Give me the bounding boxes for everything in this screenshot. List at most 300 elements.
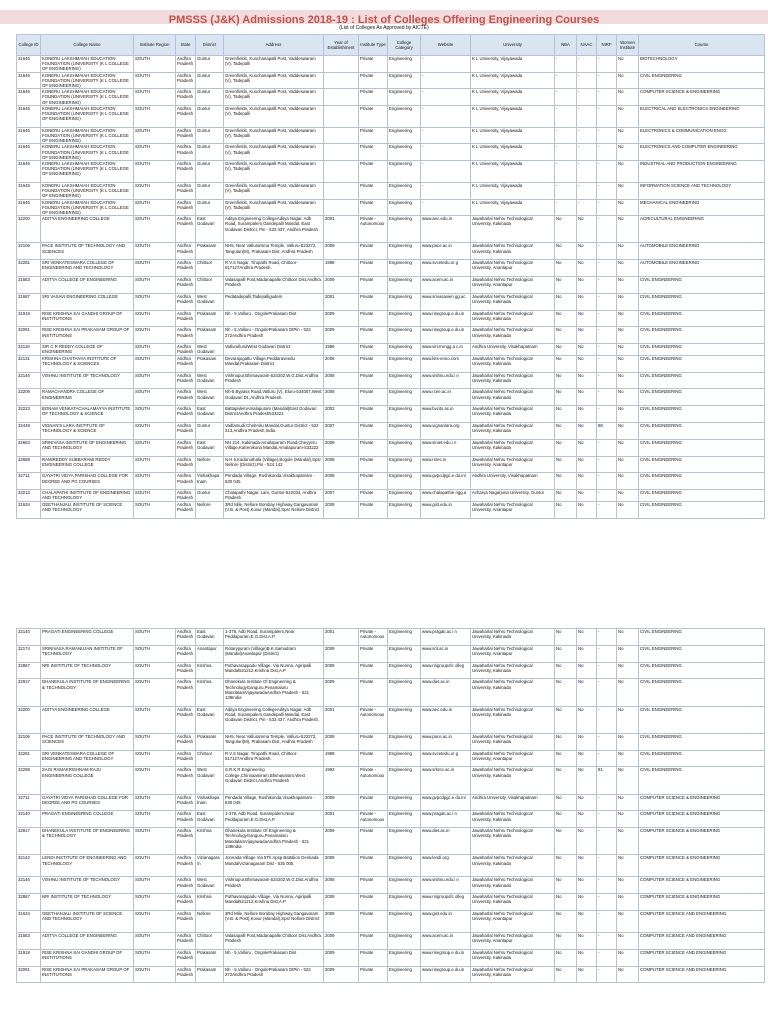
table-cell: Chittoor: [196, 260, 224, 277]
table-body: [17, 56, 765, 519]
table-cell: Private: [359, 183, 388, 200]
table-cell: -: [555, 72, 577, 89]
table-cell: No: [555, 406, 577, 423]
table-cell: Aditya Engineering CollegeAditya Nagar, Adb Road, Surampalem,Gandepalli Mandal, East Godavari District, Pin - 533 437, Andhra Pradesh.: [224, 706, 324, 733]
table-cell: 31645: [17, 72, 41, 89]
table-row: [17, 406, 765, 423]
table-cell: SOUTH: [134, 828, 176, 855]
table-cell: 32091: [17, 966, 41, 983]
table-cell: [324, 89, 359, 106]
table-cell: No: [577, 662, 597, 679]
table-cell: No: [577, 389, 597, 406]
table-cell: CIVIL ENGINEERING: [639, 344, 765, 356]
table-cell: 81: [597, 767, 617, 794]
table-cell: 2007: [324, 423, 359, 440]
table-cell: Jawaharlal Nehru Technological University, Anantapur: [471, 932, 555, 949]
table-cell: SOUTH: [134, 260, 176, 277]
table-cell: No: [617, 199, 639, 216]
table-cell: 31634: [17, 501, 41, 518]
table-cell: COMPUTER SCIENCE & ENGINEERING: [639, 794, 765, 811]
table-cell: SAGI RAMAKRISHNAM RAJU ENGINEERING COLLEGE: [41, 767, 134, 794]
table-cell: 31918: [17, 310, 41, 327]
table-cell: www.aec.edu.in: [421, 706, 471, 733]
table-cell: 1-378, Adb Road, Surampalem,Near Peddapuram,E.G.Dist,A.P.: [224, 629, 324, 646]
table-cell: COMPUTER SCIENCE AND ENGINEERING: [639, 966, 765, 983]
table-cell: SOUTH: [134, 662, 176, 679]
table-cell: K L University, Vijayawada: [471, 105, 555, 127]
table-cell: 2001: [324, 293, 359, 310]
table-cell: Jawaharlal Nehru Technological University, Kakinada: [471, 855, 555, 877]
table-cell: [324, 72, 359, 89]
table-cell: No: [617, 72, 639, 89]
table-cell: MECHANICAL ENGINEERING: [639, 199, 765, 216]
table-cell: [324, 56, 359, 73]
table-cell: -: [597, 490, 617, 502]
table-cell: SOUTH: [134, 277, 176, 294]
table-cell: RISE KRISHNA SAI GANDHI GROUP OF INSTITUTIONS: [41, 949, 134, 966]
table-cell: Jawaharlal Nehru Technological University, Kakinada: [471, 811, 555, 828]
table-cell: www.bvcits.ac.in: [421, 406, 471, 423]
table-cell: Nellore: [196, 910, 224, 932]
table-cell: 32663: [17, 439, 41, 456]
table-cell: Private: [359, 733, 388, 750]
table-cell: SOUTH: [134, 89, 176, 106]
table-cell: VISHNU INSTITUTE OF TECHNOLOGY: [41, 877, 134, 894]
table-cell: KONERU LAKSHMAIAH EDUCATION FOUNDATION (UNIVERSITY (K L COLLEGE OF ENGINEERING): [41, 56, 134, 73]
table-cell: SOUTH: [134, 293, 176, 310]
table-cell: SOUTH: [134, 406, 176, 423]
table-cell: Krishna: [196, 679, 224, 706]
table-cell: No: [555, 473, 577, 490]
table-cell: [324, 105, 359, 127]
table-cell: Engineering: [388, 216, 421, 243]
table-cell: 2008: [324, 439, 359, 456]
table-cell: No: [577, 949, 597, 966]
table-cell: -: [577, 183, 597, 200]
table-cell: No: [577, 733, 597, 750]
table-cell: RISE KRISHNA SAI GANDHI GROUP OF INSTITUTIONS: [41, 310, 134, 327]
table-cell: No: [577, 910, 597, 932]
table-cell: Private: [359, 372, 388, 389]
table-cell: www.kits-enno.com: [421, 355, 471, 372]
table-cell: Private: [359, 277, 388, 294]
table-cell: Jawaharlal Nehru Technological University, Kakinada: [471, 389, 555, 406]
table-cell: -: [597, 750, 617, 767]
table-cell: 2008: [324, 355, 359, 372]
table-cell: DHANEKULA INSTITUTE OF ENGINEERING & TECHNOLOGY: [41, 679, 134, 706]
table-cell: CIVIL ENGINEERING: [639, 439, 765, 456]
table-cell: East Godavari: [196, 706, 224, 733]
table-cell: CIVIL ENGINEERING: [639, 277, 765, 294]
table-cell: 2001: [324, 811, 359, 828]
table-cell: Private: [359, 855, 388, 877]
table-cell: KONERU LAKSHMAIAH EDUCATION FOUNDATION (UNIVERSITY (K L COLLEGE OF ENGINEERING): [41, 144, 134, 161]
table-cell: 2008: [324, 794, 359, 811]
table-cell: -: [421, 183, 471, 200]
table-cell: -: [577, 56, 597, 73]
page-gap: [0, 592, 768, 626]
table-cell: Pedatadepalli,Tadepalligudem: [224, 293, 324, 310]
table-cell: No: [555, 794, 577, 811]
table-cell: SOUTH: [134, 679, 176, 706]
table-cell: No: [555, 439, 577, 456]
table-cell: -: [597, 105, 617, 127]
table-cell: No: [617, 260, 639, 277]
table-cell: Krishna: [196, 662, 224, 679]
table-cell: Engineering: [388, 199, 421, 216]
table-cell: -: [577, 144, 597, 161]
table-cell: Jawaharlal Nehru Technological University, Kakinada: [471, 439, 555, 456]
table-cell: No: [577, 260, 597, 277]
table-cell: Nh - 5,Valluru - OngolePrakasam DtPin - 523 272Andhra Pradesh: [224, 327, 324, 344]
table-row: [17, 490, 765, 502]
table-cell: No: [617, 355, 639, 372]
table-row: [17, 355, 765, 372]
table-cell: SOUTH: [134, 894, 176, 911]
table-cell: Andhra Pradesh: [176, 894, 196, 911]
table-cell: Andhra University, Visakhapatnam: [471, 344, 555, 356]
table-cell: BattapalemAmalapuram (Mandal)East Godavari DistrictAndhra Pradesh533221: [224, 406, 324, 423]
table-row: [17, 645, 765, 662]
table-cell: Devarajugattu Village,Peddaraveedu Mandal,Prakasam District: [224, 355, 324, 372]
table-cell: No: [555, 389, 577, 406]
table-cell: 1989: [324, 344, 359, 356]
table-cell: Private: [359, 199, 388, 216]
table-cell: Engineering: [388, 932, 421, 949]
table-cell: -: [597, 629, 617, 646]
table-cell: COMPUTER SCIENCE & ENGINEERING: [639, 89, 765, 106]
table-cell: No: [577, 811, 597, 828]
table-cell: K L University, Vijayawada: [471, 89, 555, 106]
table-cell: Jawaharlal Nehru Technological University, Kakinada: [471, 828, 555, 855]
table-cell: SOUTH: [134, 389, 176, 406]
table-cell: Private: [359, 344, 388, 356]
table-cell: Engineering: [388, 629, 421, 646]
table-cell: Private: [359, 406, 388, 423]
table-cell: SOUTH: [134, 355, 176, 372]
table-cell: -: [421, 105, 471, 127]
table-cell: -: [597, 662, 617, 679]
table-cell: Engineering: [388, 910, 421, 932]
table-cell: -: [577, 199, 597, 216]
table-cell: No: [577, 932, 597, 949]
table-cell: www.svcetedu.or g: [421, 750, 471, 767]
table-cell: SOUTH: [134, 161, 176, 183]
table-cell: 31663: [17, 932, 41, 949]
table-row: [17, 127, 765, 144]
table-cell: www.srit.ac.in: [421, 645, 471, 662]
table-row: [17, 629, 765, 646]
table-cell: 32917: [17, 679, 41, 706]
table-cell: Vishakhapa tnam: [196, 473, 224, 490]
table-cell: 32106: [17, 243, 41, 260]
table-cell: No: [617, 161, 639, 183]
table-cell: Jawaharlal Nehru Technological University, Kakinada: [471, 629, 555, 646]
table-cell: No: [617, 144, 639, 161]
table-cell: No: [617, 183, 639, 200]
table-cell: NH 214, Kakinada-Amalapuram Road,Cheyyeru Village,Katrenikona Mandal,Amalapuram-533222: [224, 439, 324, 456]
table-cell: East Godavari: [196, 439, 224, 456]
table-cell: 32091: [17, 327, 41, 344]
table-cell: Jawaharlal Nehru Technological University, Anantapur: [471, 910, 555, 932]
table-cell: CIVIL ENGINEERING: [639, 733, 765, 750]
table-cell: 32146: [17, 877, 41, 894]
table-cell: 2009: [324, 966, 359, 983]
table-cell: -: [421, 161, 471, 183]
table-cell: BIOTECHNOLOGY: [639, 56, 765, 73]
table-cell: 32281: [17, 750, 41, 767]
table-cell: East Godavari: [196, 216, 224, 243]
table-cell: COMPUTER SCIENCE & ENGINEERING: [639, 894, 765, 911]
table-row: [17, 293, 765, 310]
table-cell: Andhra Pradesh: [176, 855, 196, 877]
table-row: [17, 161, 765, 183]
table-row: [17, 216, 765, 243]
table-cell: SOUTH: [134, 473, 176, 490]
table-row: [17, 327, 765, 344]
table-cell: 2009: [324, 310, 359, 327]
table-cell: www.srkrec.ac.in: [421, 767, 471, 794]
table-cell: CIVIL ENGINEERING: [639, 72, 765, 89]
table-cell: Pothavarappadu Village, Via Nunna, Agiripalli Mandal521212,Krishna Dist,A.P: [224, 894, 324, 911]
table-cell: Engineering: [388, 243, 421, 260]
table-cell: SOUTH: [134, 706, 176, 733]
table-cell: Private - Autonomous: [359, 629, 388, 646]
table-cell: Private: [359, 645, 388, 662]
table-cell: Guntur: [196, 56, 224, 73]
table-cell: K L University, Vijayawada: [471, 199, 555, 216]
table-cell: Aditya Engineering CollegeAditya Nagar, Adb Road, Surampalem,Gandepalli Mandal, East Godavari District, Pin - 533 437, Andhra Pradesh.: [224, 216, 324, 243]
table-cell: CIVIL ENGINEERING: [639, 293, 765, 310]
table-cell: Pendada Village, Rushikonda,Visakhapatnam - 530 045: [224, 794, 324, 811]
table-cell: K L University, Vijayawada: [471, 144, 555, 161]
table-cell: CIVIL ENGINEERING: [639, 645, 765, 662]
column-header: Women Institute: [617, 35, 639, 56]
table-cell: Greenfields, Kunchanapalli Post, Vaddeswaram (V), Tadepalli: [224, 183, 324, 200]
table-cell: No: [577, 243, 597, 260]
table-cell: SIR C R REDDY COLLEGE OF ENGINEERING: [41, 344, 134, 356]
table-cell: CIVIL ENGINEERING: [639, 706, 765, 733]
table-cell: 31918: [17, 949, 41, 966]
table-cell: Andhra Pradesh: [176, 966, 196, 983]
table-cell: -: [597, 733, 617, 750]
table-cell: 32223: [17, 406, 41, 423]
table-cell: SOUTH: [134, 439, 176, 456]
table-cell: Dhanekula Institute Of Engineering & TechnologyGanguru,Penamaluru MandalamVijayawadaAndhra Pradesh - 521 139India: [224, 828, 324, 855]
table-cell: No: [555, 243, 577, 260]
table-cell: No: [577, 423, 597, 440]
table-cell: West Godavari: [196, 767, 224, 794]
table-cell: Nh - 5,Valluru - OngolePrakasam DtPin - 523 272Andhra Pradesh: [224, 966, 324, 983]
table-cell: www.gvpcdpgc.e du.in/: [421, 473, 471, 490]
table-cell: -: [597, 161, 617, 183]
table-cell: No: [617, 645, 639, 662]
table-cell: -: [597, 439, 617, 456]
table-cell: Jawaharlal Nehru Technological University, Kakinada: [471, 949, 555, 966]
table-row: [17, 966, 765, 983]
table-cell: 2009: [324, 679, 359, 706]
table-cell: -: [597, 828, 617, 855]
table-cell: Andhra Pradesh: [176, 706, 196, 733]
table-cell: Andhra Pradesh: [176, 679, 196, 706]
table-cell: Vishnupur,Bhimavaram-534202.W.G.Dist.Andhra Pradesh: [224, 372, 324, 389]
table-row: [17, 372, 765, 389]
table-cell: www.chalapathie ngg.a: [421, 490, 471, 502]
table-cell: Engineering: [388, 105, 421, 127]
table-cell: Private: [359, 105, 388, 127]
table-cell: Private: [359, 127, 388, 144]
table-cell: www.svcetedu.or g: [421, 260, 471, 277]
table-cell: 2008: [324, 662, 359, 679]
table-cell: -: [421, 144, 471, 161]
table-cell: Krishna: [196, 894, 224, 911]
table-cell: CIVIL ENGINEERING: [639, 767, 765, 794]
table-cell: R.V.S Nagar, Tirupathi Road, Chittoor-517127Andhra Pradesh.: [224, 260, 324, 277]
table-row: [17, 750, 765, 767]
table-cell: CIVIL ENGINEERING: [639, 327, 765, 344]
table-cell: 2001: [324, 629, 359, 646]
table-cell: Jawaharlal Nehru Technological University, Anantapur: [471, 750, 555, 767]
table-body: [17, 629, 765, 983]
table-cell: Prakasam: [196, 966, 224, 983]
table-row: [17, 105, 765, 127]
table-cell: 2002: [324, 406, 359, 423]
table-cell: www.risegroup.e du.in: [421, 327, 471, 344]
table-cell: S.R.K.R.Engineering College,Chinnaamiram,Bhimavaram,West Godavari District,Andhra Pradesh: [224, 767, 324, 794]
table-cell: 32867: [17, 662, 41, 679]
table-cell: COMPUTER SCIENCE AND ENGINEERING: [639, 910, 765, 932]
table-cell: CIVIL ENGINEERING: [639, 473, 765, 490]
table-cell: K L University, Vijayawada: [471, 56, 555, 73]
table-cell: 1992: [324, 767, 359, 794]
table-row: [17, 72, 765, 89]
table-cell: 31645: [17, 199, 41, 216]
table-cell: -: [597, 877, 617, 894]
table-cell: 31645: [17, 89, 41, 106]
table-cell: No: [555, 949, 577, 966]
table-cell: www.vishnu.edu.i n: [421, 372, 471, 389]
table-cell: Private: [359, 750, 388, 767]
table-cell: No: [617, 828, 639, 855]
table-cell: 32209: [17, 389, 41, 406]
table-cell: Andhra Pradesh: [176, 828, 196, 855]
table-cell: SOUTH: [134, 144, 176, 161]
table-cell: CIVIL ENGINEERING: [639, 406, 765, 423]
table-cell: Anantapur: [196, 645, 224, 662]
table-cell: No: [617, 293, 639, 310]
table-cell: Andhra Pradesh: [176, 72, 196, 89]
table-row: [17, 473, 765, 490]
table-cell: ADITYA ENGINEERING COLLEGE: [41, 216, 134, 243]
table-cell: No: [577, 828, 597, 855]
table-cell: No: [555, 932, 577, 949]
table-cell: No: [577, 456, 597, 473]
table-cell: www.pragati.ac.i n: [421, 811, 471, 828]
table-cell: Engineering: [388, 877, 421, 894]
table-cell: RISE KRISHNA SAI PRAKASAM GROUP OF INSTITUTIONS: [41, 966, 134, 983]
table-cell: Jawaharlal Nehru Technological University, Anantapur: [471, 277, 555, 294]
table-cell: NH5, Near Valluramma Temple, Valluru-523272, Tanguturi(M), Prakasam Dist, Andhra Pradesh: [224, 243, 324, 260]
column-header: Website: [421, 35, 471, 56]
table-cell: Jawaharlal Nehru Technological University, Anantapur: [471, 645, 555, 662]
table-cell: 32281: [17, 260, 41, 277]
table-cell: 2009: [324, 277, 359, 294]
table-cell: No: [555, 855, 577, 877]
table-cell: K L University, Vijayawada: [471, 183, 555, 200]
table-row: [17, 310, 765, 327]
table-cell: Engineering: [388, 767, 421, 794]
table-cell: Engineering: [388, 183, 421, 200]
table-cell: SOUTH: [134, 310, 176, 327]
table-cell: No: [617, 733, 639, 750]
table-cell: 1998: [324, 750, 359, 767]
table-cell: Engineering: [388, 161, 421, 183]
table-cell: SOUTH: [134, 72, 176, 89]
table-cell: Andhra Pradesh: [176, 243, 196, 260]
table-cell: Jawaharlal Nehru Technological University, Kakinada: [471, 679, 555, 706]
table-cell: -: [597, 243, 617, 260]
table-cell: Engineering: [388, 811, 421, 828]
table-row: [17, 501, 765, 518]
table-cell: Andhra Pradesh: [176, 910, 196, 932]
table-cell: Rotarypuram (Village)B.K.Samudram (Mandal)Anantapur (District): [224, 645, 324, 662]
table-cell: 32200: [17, 706, 41, 733]
table-cell: -: [597, 310, 617, 327]
table-cell: Chalapathi Nagar, Lam, Guntur-522034, Andhra Pradesh: [224, 490, 324, 502]
table-cell: [324, 127, 359, 144]
table-cell: -: [555, 127, 577, 144]
table-cell: No: [617, 439, 639, 456]
table-cell: Engineering: [388, 828, 421, 855]
table-cell: Nh - 5,Valluru , OngolePrakasam Dist: [224, 310, 324, 327]
table-cell: 88: [597, 423, 617, 440]
table-cell: SOUTH: [134, 344, 176, 356]
table-cell: Andhra Pradesh: [176, 423, 196, 440]
table-cell: www.rcee.ac.in: [421, 389, 471, 406]
table-cell: -: [597, 910, 617, 932]
table-cell: ADITYA COLLEGE OF ENGINEERING: [41, 277, 134, 294]
table-cell: No: [577, 439, 597, 456]
table-row: [17, 456, 765, 473]
table-cell: 2008: [324, 894, 359, 911]
table-cell: -: [597, 277, 617, 294]
table-cell: Engineering: [388, 310, 421, 327]
table-cell: -: [421, 56, 471, 73]
table-cell: Engineering: [388, 277, 421, 294]
table-cell: West Godavari: [196, 293, 224, 310]
table-cell: Andhra Pradesh: [176, 56, 196, 73]
table-cell: No: [555, 750, 577, 767]
table-cell: No: [577, 645, 597, 662]
table-cell: 2001: [324, 216, 359, 243]
table-row: [17, 277, 765, 294]
table-cell: SOUTH: [134, 750, 176, 767]
table-cell: www.vignanlara.org: [421, 423, 471, 440]
table-cell: CIVIL ENGINEERING: [639, 372, 765, 389]
table-cell: ADITYA COLLEGE OF ENGINEERING: [41, 932, 134, 949]
table-cell: SOUTH: [134, 501, 176, 518]
table-cell: No: [617, 877, 639, 894]
table-cell: Jawaharlal Nehru Technological University, Kakinada: [471, 327, 555, 344]
table-cell: Private: [359, 456, 388, 473]
table-cell: CIVIL ENGINEERING: [639, 310, 765, 327]
table-cell: No: [617, 216, 639, 243]
table-cell: No: [577, 679, 597, 706]
table-cell: www.diet.ac.in: [421, 679, 471, 706]
column-header: Course: [639, 35, 765, 56]
table-cell: www.pragati.ac.i n: [421, 629, 471, 646]
table-cell: SOUTH: [134, 966, 176, 983]
